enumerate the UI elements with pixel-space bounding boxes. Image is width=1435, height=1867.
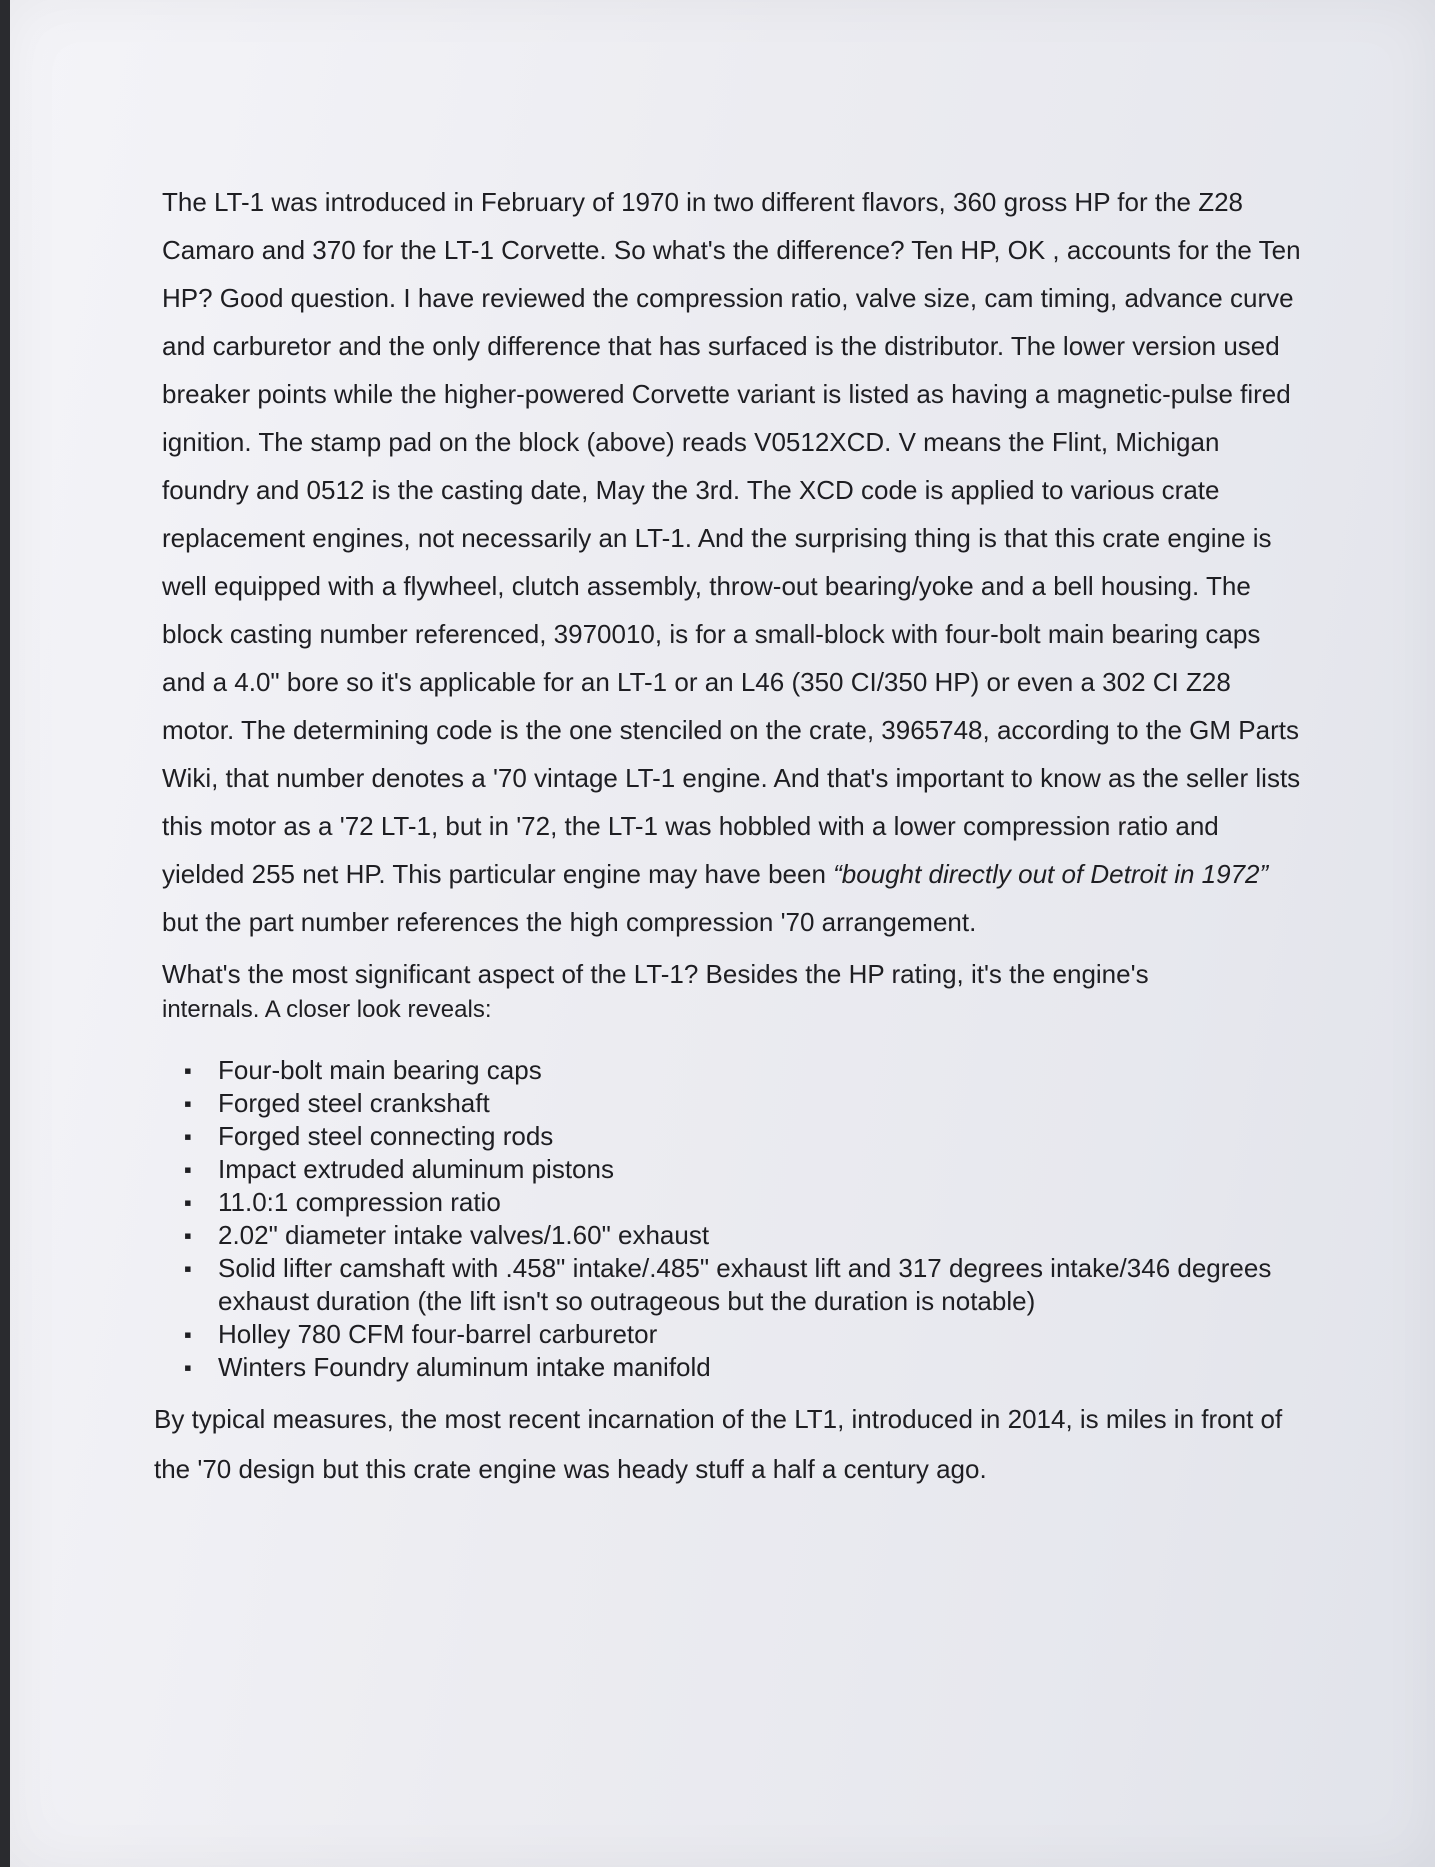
list-item-text: Impact extruded aluminum pistons: [218, 1154, 614, 1184]
list-item: [162, 1054, 1302, 1087]
list-item: [162, 1087, 1302, 1120]
list-item: [162, 1351, 1302, 1384]
significance-question: What's the most significant aspect of the LT-1? Besides the HP rating, it's the engine's: [162, 959, 1149, 989]
list-item: [162, 1252, 1302, 1318]
list-item-text: Winters Foundry aluminum intake manifold: [218, 1352, 711, 1382]
significance-intro: internals. A closer look reveals:: [162, 996, 492, 1023]
list-item-text: 11.0:1 compression ratio: [218, 1187, 501, 1217]
list-item: [162, 1219, 1302, 1252]
document-body: [154, 178, 1302, 1494]
bullet-marker: ▪: [184, 1058, 192, 1083]
list-item-text: Holley 780 CFM four-barrel carburetor: [218, 1319, 658, 1349]
bullet-marker: ▪: [184, 1355, 192, 1380]
bullet-marker: ▪: [184, 1124, 192, 1149]
list-item: [162, 1153, 1302, 1186]
list-item: [162, 1120, 1302, 1153]
paragraph-significance: [162, 956, 1302, 1028]
bullet-marker: ▪: [184, 1322, 192, 1347]
paper-sheet: [10, 0, 1435, 1867]
list-item: [162, 1186, 1302, 1219]
bullet-marker: ▪: [184, 1223, 192, 1248]
bullet-marker: ▪: [184, 1091, 192, 1116]
list-item-text: Forged steel connecting rods: [218, 1121, 554, 1151]
paragraph-text: The LT-1 was introduced in February of 1970 in two different flavors, 360 gross HP for the Z28 Camaro and 370 for the LT-1 Corvette. So what's the difference? Ten HP, OK , accounts for the Ten HP? Good question. I have reviewed the compression ratio, valve size, cam timing, advance curve and carburetor and the only difference that has surfaced is the distributor. The lower version used breaker points while the higher-powered Corvette variant is listed as having a magnetic-pulse fired ignition. The stamp pad on the block (above) reads V0512XCD. V means the Flint, Michigan foundry and 0512 is the casting date, May the 3rd. The XCD code is applied to various crate replacement engines, not necessarily an LT-1. And the surprising thing is that this crate engine is well equipped with a flywheel, clutch assembly, throw-out bearing/yoke and a bell housing. The block casting number referenced, 3970010, is for a small-block with four-bolt main bearing caps and a 4.0" bore so it's applicable for an LT-1 or an L46 (350 CI/350 HP) or even a 302 CI Z28 motor. The determining code is the one stenciled on the crate, 3965748, according to the GM Parts Wiki, that number denotes a '70 vintage LT-1 engine. And that's important to know as the seller lists this motor as a '72 LT-1, but in '72, the LT-1 was hobbled with a lower compression ratio and yielded 255 net HP. This particular engine may have been: [162, 187, 1301, 889]
bullet-marker: ▪: [184, 1256, 192, 1281]
internals-list: [162, 1054, 1302, 1384]
bullet-marker: ▪: [184, 1190, 192, 1215]
quoted-seller-claim: “bought directly out of Detroit in 1972”: [833, 859, 1269, 889]
list-item-text: 2.02" diameter intake valves/1.60" exhaust: [218, 1220, 710, 1250]
paragraph-text-end: but the part number references the high compression '70 arrangement.: [162, 907, 977, 937]
paragraph-lt1-history: [162, 178, 1302, 946]
list-item-text: Solid lifter camshaft with .458" intake/.485" exhaust lift and 317 degrees intake/346 degrees exhaust duration (the lift isn't so outrageous but the duration is notable): [218, 1253, 1272, 1316]
list-item-text: Forged steel crankshaft: [218, 1088, 490, 1118]
list-item: [162, 1318, 1302, 1351]
list-item-text: Four-bolt main bearing caps: [218, 1055, 542, 1085]
bullet-marker: ▪: [184, 1157, 192, 1182]
paragraph-conclusion: By typical measures, the most recent incarnation of the LT1, introduced in 2014, is miles in front of the '70 design but this crate engine was heady stuff a half a century ago.: [154, 1404, 1283, 1484]
